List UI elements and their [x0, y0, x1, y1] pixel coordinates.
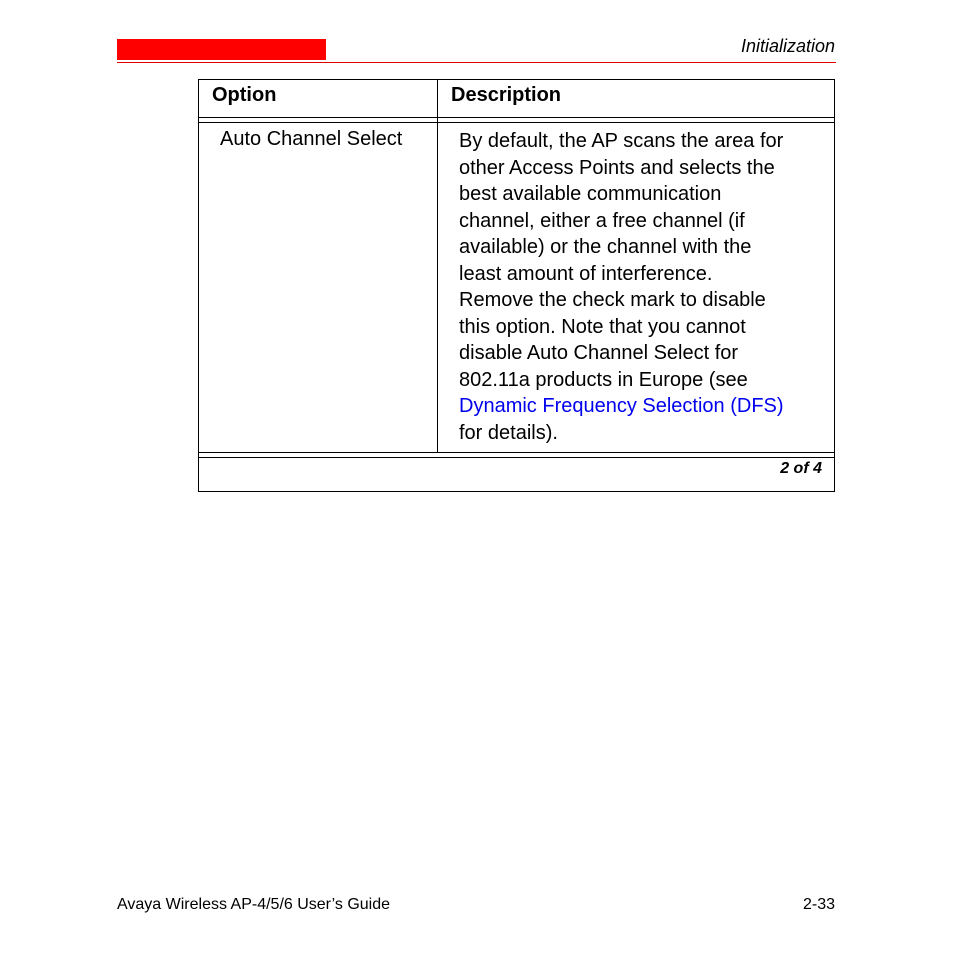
- section-title: Initialization: [740, 36, 835, 56]
- column-divider: [437, 80, 438, 452]
- description-line: Remove the check mark to disable: [459, 289, 766, 311]
- column-header-option: Option: [212, 84, 277, 106]
- description-line: other Access Points and selects the: [459, 156, 775, 179]
- footer-guide-title: Avaya Wireless AP-4/5/6 User’s Guide: [117, 896, 391, 913]
- description-line: available) or the channel with the: [459, 236, 752, 258]
- table-rule: [199, 122, 834, 123]
- footer-page-number: 2-33: [802, 896, 835, 913]
- column-header-description: Description: [451, 84, 562, 106]
- table-page-indicator: 2 of 4: [780, 460, 822, 477]
- description-line: disable Auto Channel Select for: [459, 342, 739, 364]
- description-line: best available communication: [459, 183, 722, 205]
- header-rule: [117, 62, 836, 63]
- option-description: [459, 128, 831, 446]
- description-line: this option. Note that you cannot: [459, 315, 746, 338]
- description-line: 802.11a products in Europe (see: [459, 368, 748, 391]
- table-rule: [199, 117, 834, 118]
- options-table: [198, 79, 835, 492]
- header-accent-bar: [117, 39, 326, 60]
- table-rule: [199, 457, 834, 458]
- description-line: channel, either a free channel (if: [459, 209, 745, 232]
- description-line: By default, the AP scans the area for: [459, 130, 784, 152]
- description-line: for details).: [459, 421, 558, 444]
- table-rule: [199, 452, 834, 453]
- dfs-link[interactable]: Dynamic Frequency Selection (DFS): [459, 395, 784, 417]
- option-name: Auto Channel Select: [220, 128, 403, 150]
- description-line: least amount of interference.: [459, 262, 713, 285]
